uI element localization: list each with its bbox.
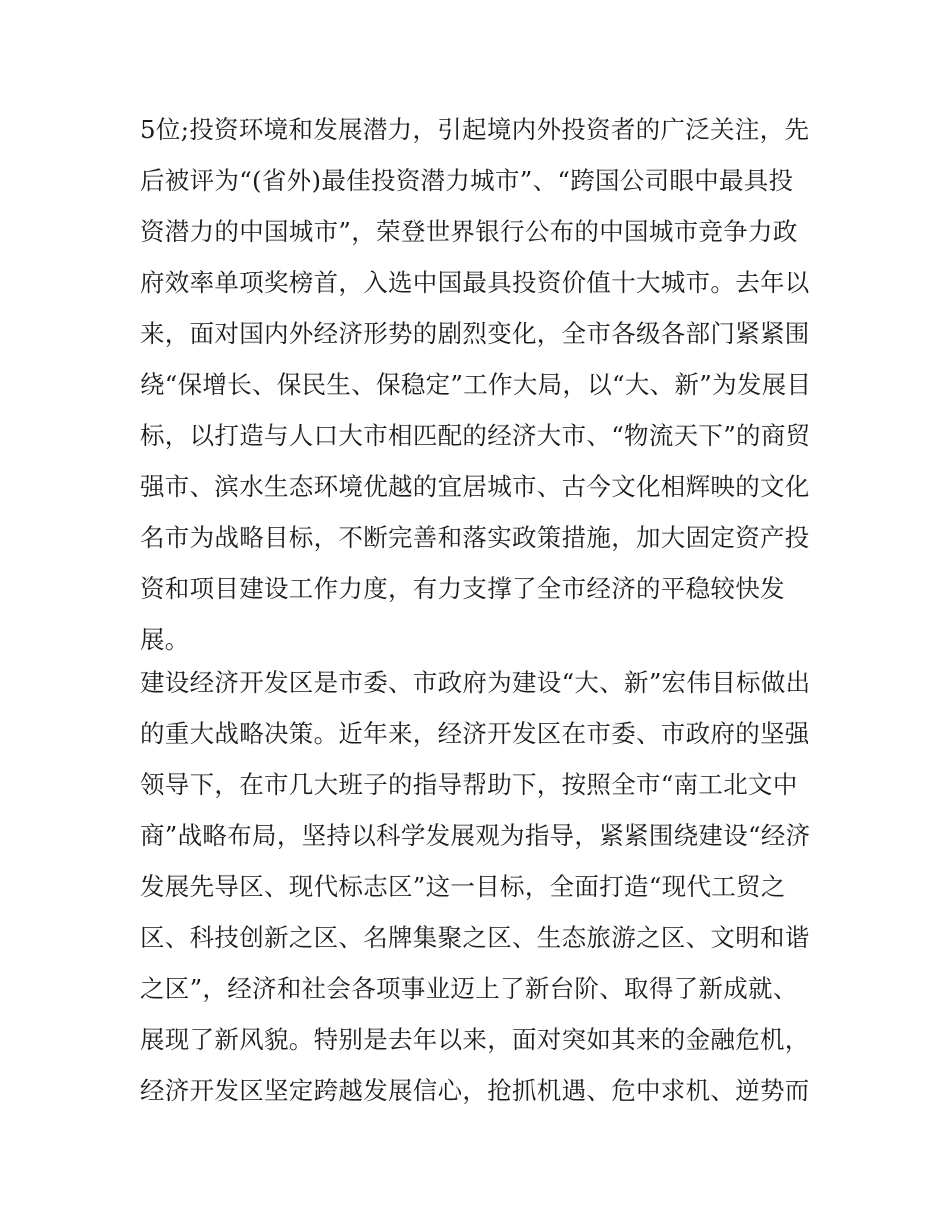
text-line: 之区”，经济和社会各项事业迈上了新台阶、取得了新成就、 xyxy=(140,974,798,1003)
text-line: 展现了新风貌。特别是去年以来，面对突如其来的金融危机， xyxy=(140,1025,810,1054)
text-line: 名市为战略目标，不断完善和落实政策措施，加大固定资产投 xyxy=(140,523,810,552)
text-line: 资和项目建设工作力度，有力支撑了全市经济的平稳较快发 xyxy=(140,574,785,603)
text-line: 后被评为“(省外)最佳投资潜力城市”、“跨国公司眼中最具投 xyxy=(140,166,794,195)
text-line: 标，以打造与人口大市相匹配的经济大市、“物流天下”的商贸 xyxy=(140,421,811,450)
text-line: 强市、滨水生态环境优越的宜居城市、古今文化相辉映的文化 xyxy=(140,472,810,501)
text-line: 绕“保增长、保民生、保稳定”工作大局，以“大、新”为发展目 xyxy=(140,370,812,399)
text-line: 建设经济开发区是市委、市政府为建设“大、新”宏伟目标做出 xyxy=(140,668,811,697)
text-line: 区、科技创新之区、名牌集聚之区、生态旅游之区、文明和谐 xyxy=(140,923,810,952)
text-line: 领导下，在市几大班子的指导帮助下，按照全市“南工北文中 xyxy=(140,770,798,799)
text-line: 5位;投资环境和发展潜力，引起境内外投资者的广泛关注，先 xyxy=(140,115,810,144)
text-line: 经济开发区坚定跨越发展信心，抢抓机遇、危中求机、逆势而 xyxy=(140,1076,810,1105)
text-line: 府效率单项奖榜首，入选中国最具投资价值十大城市。去年以 xyxy=(140,268,810,297)
text-line: 发展先导区、现代标志区”这一目标，全面打造“现代工贸之 xyxy=(140,872,786,901)
text-line: 的重大战略决策。近年来，经济开发区在市委、市政府的坚强 xyxy=(140,719,810,748)
text-line: 资潜力的中国城市”，荣登世界银行公布的中国城市竞争力政 xyxy=(140,217,798,246)
text-line: 商”战略布局，坚持以科学发展观为指导，紧紧围绕建设“经济 xyxy=(140,821,811,850)
text-line: 展。 xyxy=(140,625,190,654)
text-line: 来，面对国内外经济形势的剧烈变化，全市各级各部门紧紧围 xyxy=(140,319,810,348)
